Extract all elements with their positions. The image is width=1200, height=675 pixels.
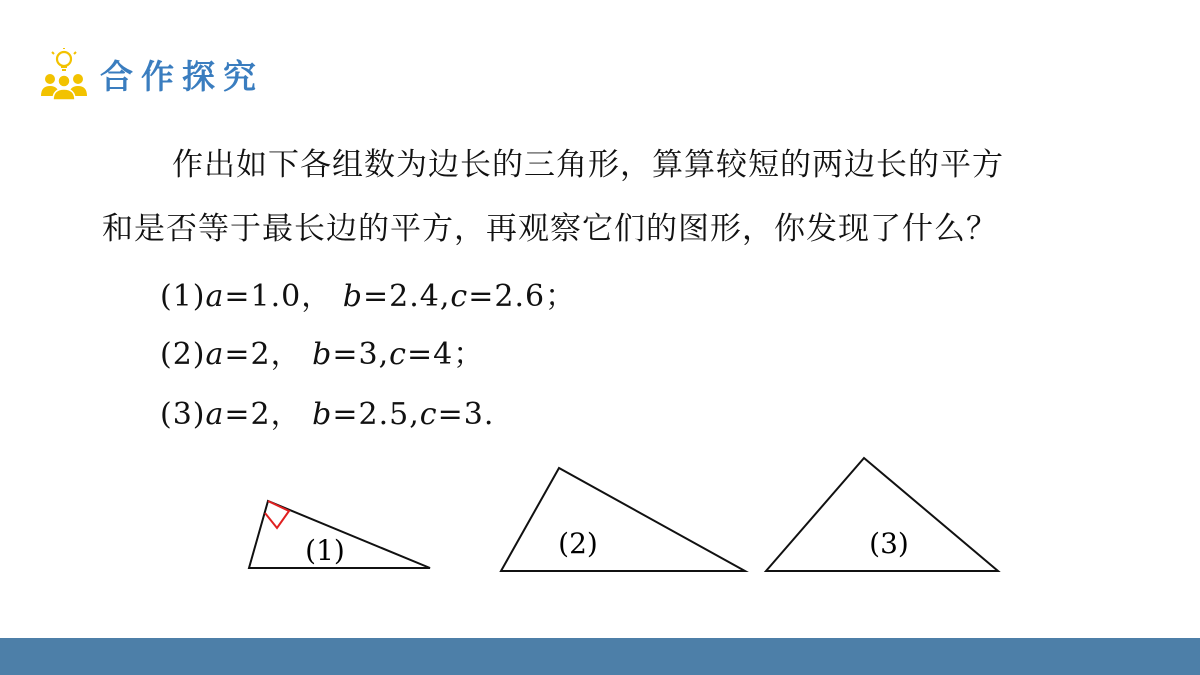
triangle-label-1: (1) [305,534,345,567]
question-line-2: 和是否等于最长边的平方，再观察它们的图形，你发现了什么？ [102,211,998,247]
value-a: =2， [224,397,302,432]
value-b: =3, [332,337,390,372]
var-c: c [389,337,407,372]
value-b: =2.4, [363,279,451,314]
var-b: b [312,337,333,372]
item-number: (3) [160,397,206,432]
footer-bar [0,638,1200,675]
var-c: c [450,279,469,314]
value-b: =2.5, [332,397,420,432]
item-number: (1) [160,279,206,314]
var-b: b [342,279,364,314]
var-a: a [205,337,225,372]
triangle-label-2: (2) [558,527,598,560]
question-line-1: 作出如下各组数为边长的三角形，算算较短的两边长的平方 [172,147,1004,183]
section-title: 合作探究 [100,56,264,96]
value-c: =4； [406,337,485,372]
var-a: a [205,397,225,432]
right-angle-mark [265,501,289,528]
value-a: =2， [224,337,302,372]
var-b: b [312,397,333,432]
triangle-label-3: (3) [869,527,909,560]
item-number: (2) [160,337,206,372]
value-c: =2.6； [468,279,577,314]
value-a: =1.0， [224,279,333,314]
var-a: a [205,279,225,314]
triangle-2 [501,468,745,571]
var-c: c [419,397,438,432]
value-c: =3. [437,397,495,432]
